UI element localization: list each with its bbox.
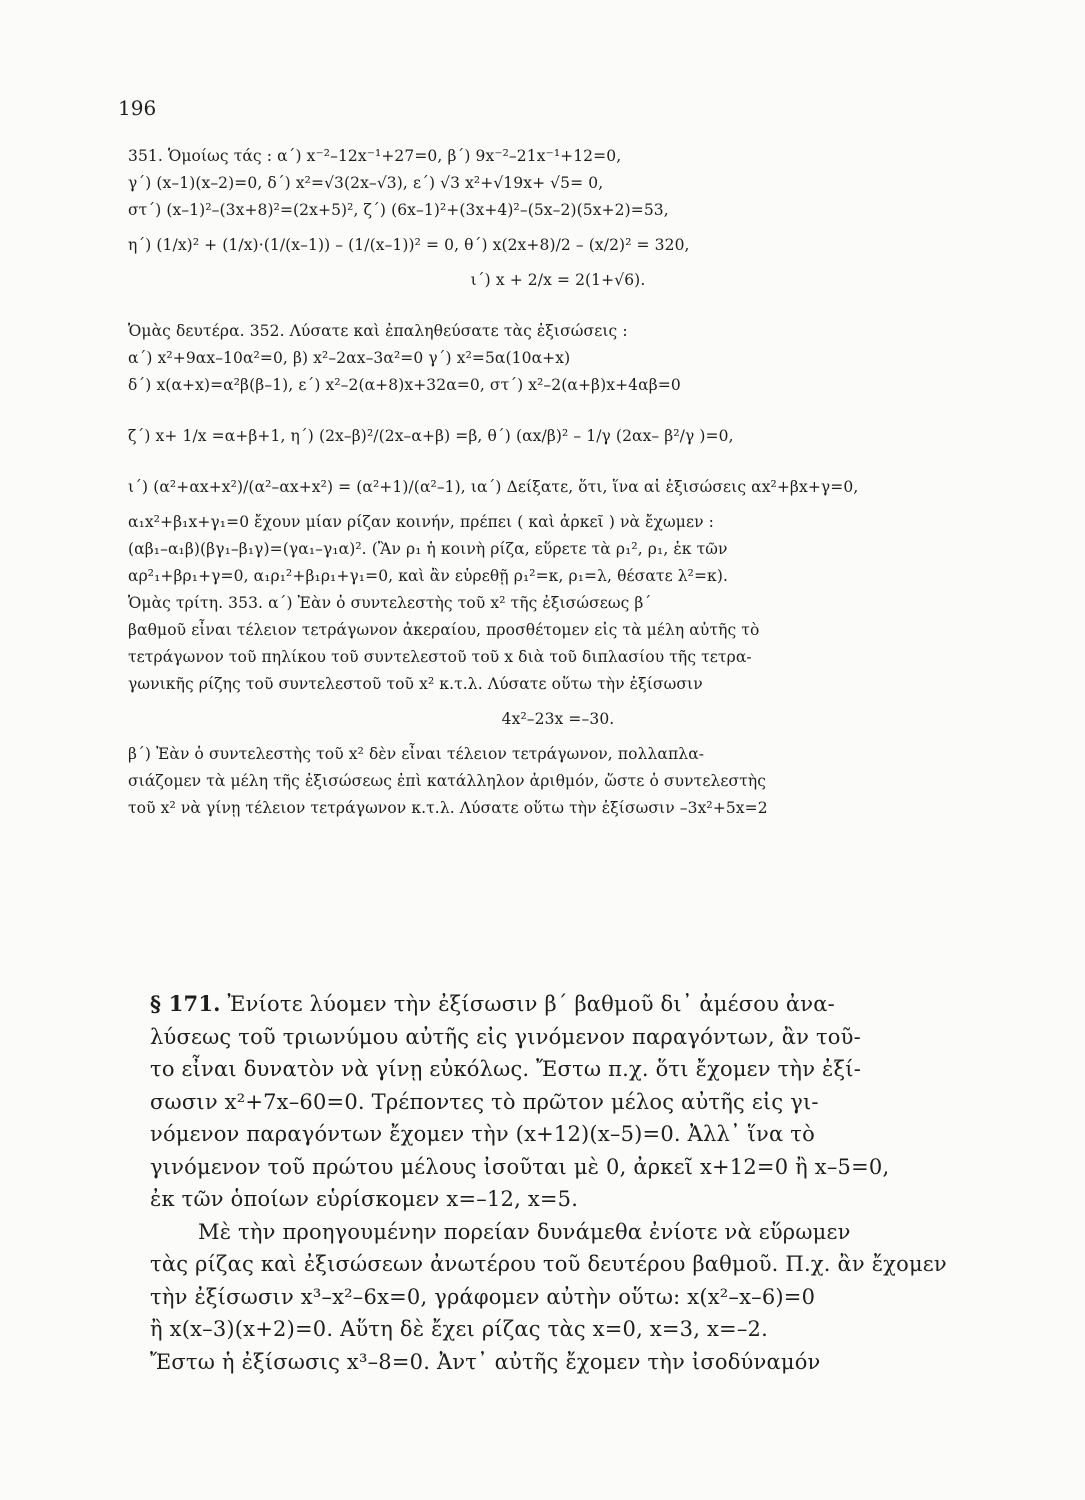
- exercise-line: γ΄) (x–1)(x–2)=0, δ΄) x²=√3(2x–√3), ε΄) √3 x²+√19x+ √5= 0,: [128, 174, 604, 192]
- section-text-line: το εἶναι δυνατὸν νὰ γίνῃ εὐκόλως. Ἔστω π.χ. ὅτι ἔχομεν τὴν ἐξί-: [150, 1057, 862, 1081]
- exercise-line: δ΄) x(α+x)=α²β(β–1), ε΄) x²–2(α+8)x+32α=0, στ΄) x²–2(α+β)x+4αβ=0: [128, 376, 681, 394]
- exercise-line: στ΄) (x–1)²–(3x+8)²=(2x+5)², ζ΄) (6x–1)²+(3x+4)²–(5x–2)(5x+2)=53,: [128, 201, 669, 219]
- section-text-line: Μὲ τὴν προηγουμένην πορείαν δυνάμεθα ἐνίοτε νὰ εὕρωμεν: [198, 1219, 851, 1244]
- section-text-line: ἐκ τῶν ὁποίων εὑρίσκομεν x=–12, x=5.: [150, 1187, 579, 1211]
- exercise-line: ζ΄) x+ 1/x =α+β+1, η΄) (2x–β)²/(2x–α+β) =β, θ΄) (αx/β)² – 1/γ (2αx– β²/γ )=0,: [128, 427, 734, 445]
- exercise-line: ι΄) (α²+αx+x²)/(α²–αx+x²) = (α²+1)/(α²–1), ια΄) Δείξατε, ὅτι, ἵνα αἱ ἐξισώσεις αx²+βx+γ=0,: [128, 478, 859, 496]
- exercise-line: γωνικῆς ρίζης τοῦ συντελεστοῦ τοῦ x² κ.τ.λ. Λύσατε οὕτω τὴν ἐξίσωσιν: [128, 675, 703, 693]
- section-first-line: [150, 988, 1000, 1021]
- section-text-line: νόμενον παραγόντων ἔχομεν τὴν (x+12)(x–5)=0. Ἀλλ᾽ ἵνα τὸ: [150, 1122, 815, 1146]
- section-text-line: Ἔστω ἡ ἐξίσωσις x³–8=0. Ἀντ᾽ αὐτῆς ἔχομεν τὴν ἰσοδύναμόν: [150, 1349, 821, 1374]
- equation-line: 4x²–23x =–30.: [501, 710, 615, 728]
- exercise-line: τετράγωνον τοῦ πηλίκου τοῦ συντελεστοῦ τοῦ x διὰ τοῦ διπλασίου τῆς τετρα-: [128, 648, 752, 666]
- group-heading: Ὁμὰς τρίτη. 353. α΄) Ἐὰν ὁ συντελεστὴς τοῦ x² τῆς ἐξισώσεως β΄: [128, 594, 652, 612]
- section-text-line: τὴν ἐξίσωσιν x³–x²–6x=0, γράφομεν αὐτὴν οὕτω: x(x²–x–6)=0: [150, 1284, 816, 1309]
- section-text-line: τὰς ρίζας καὶ ἐξισώσεων ἀνωτέρου τοῦ δευτέρου βαθμοῦ. Π.χ. ἂν ἔχομεν: [150, 1252, 947, 1276]
- section-number: § 171.: [150, 991, 221, 1016]
- exercise-line: 351. Ὁμοίως τάς : α΄) x⁻²–12x⁻¹+27=0, β΄) 9x⁻²–21x⁻¹+12=0,: [128, 147, 622, 165]
- page-number: 196: [118, 96, 157, 120]
- section-text-line: ἢ x(x–3)(x+2)=0. Αὕτη δὲ ἔχει ρίζας τὰς x=0, x=3, x=–2.: [150, 1317, 768, 1341]
- exercises-block: [128, 143, 988, 822]
- exercise-line: σιάζομεν τὰ μέλη τῆς ἐξισώσεως ἐπὶ κατάλληλον ἀριθμόν, ὥστε ὁ συντελεστὴς: [128, 772, 767, 790]
- section-text-line: Ἐνίοτε λύομεν τὴν ἐξίσωσιν β΄ βαθμοῦ δι᾽ ἀμέσου ἀνα-: [227, 992, 835, 1016]
- exercise-line: α₁x²+β₁x+γ₁=0 ἔχουν μίαν ρίζαν κοινήν, πρέπει ( καὶ ἀρκεῖ ) νὰ ἔχωμεν :: [128, 513, 714, 531]
- group-heading: Ὁμὰς δευτέρα. 352. Λύσατε καὶ ἐπαληθεύσατε τὰς ἐξισώσεις :: [128, 322, 628, 340]
- exercise-line: α΄) x²+9αx–10α²=0, β) x²–2αx–3α²=0 γ΄) x²=5α(10α+x): [128, 349, 571, 367]
- section-text-line: σωσιν x²+7x–60=0. Τρέποντες τὸ πρῶτον μέλος αὐτῆς εἰς γι-: [150, 1089, 819, 1114]
- exercise-line: αρ²₁+βρ₁+γ=0, α₁ρ₁²+β₁ρ₁+γ₁=0, καὶ ἂν εὑρεθῇ ρ₁²=κ, ρ₁=λ, θέσατε λ²=κ).: [128, 567, 729, 585]
- section-text-line: λύσεως τοῦ τριωνύμου αὐτῆς εἰς γινόμενον παραγόντων, ἂν τοῦ-: [150, 1024, 861, 1049]
- section-text-line: γινόμενον τοῦ πρώτου μέλους ἰσοῦται μὲ 0, ἀρκεῖ x+12=0 ἢ x–5=0,: [150, 1154, 890, 1179]
- exercise-line: τοῦ x² νὰ γίνῃ τέλειον τετράγωνον κ.τ.λ. Λύσατε οὕτω τὴν ἐξίσωσιν –3x²+5x=2: [128, 799, 768, 817]
- exercise-line: ι΄) x + 2/x = 2(1+√6).: [470, 271, 646, 289]
- exercise-line: βαθμοῦ εἶναι τέλειον τετράγωνον ἀκεραίου, προσθέτομεν εἰς τὰ μέλη αὐτῆς τὸ: [128, 621, 760, 639]
- section-171: [150, 988, 1000, 1378]
- exercise-line: (αβ₁–α₁β)(βγ₁–β₁γ)=(γα₁–γ₁α)². (Ἂν ρ₁ ἡ κοινὴ ρίζα, εὕρετε τὰ ρ₁², ρ₁, ἐκ τῶν: [128, 540, 728, 558]
- exercise-line: β΄) Ἐὰν ὁ συντελεστὴς τοῦ x² δὲν εἶναι τέλειον τετράγωνον, πολλαπλα-: [128, 745, 705, 763]
- exercise-line: η΄) (1/x)² + (1/x)·(1/(x–1)) – (1/(x–1))² = 0, θ΄) x(2x+8)/2 – (x/2)² = 320,: [128, 236, 690, 254]
